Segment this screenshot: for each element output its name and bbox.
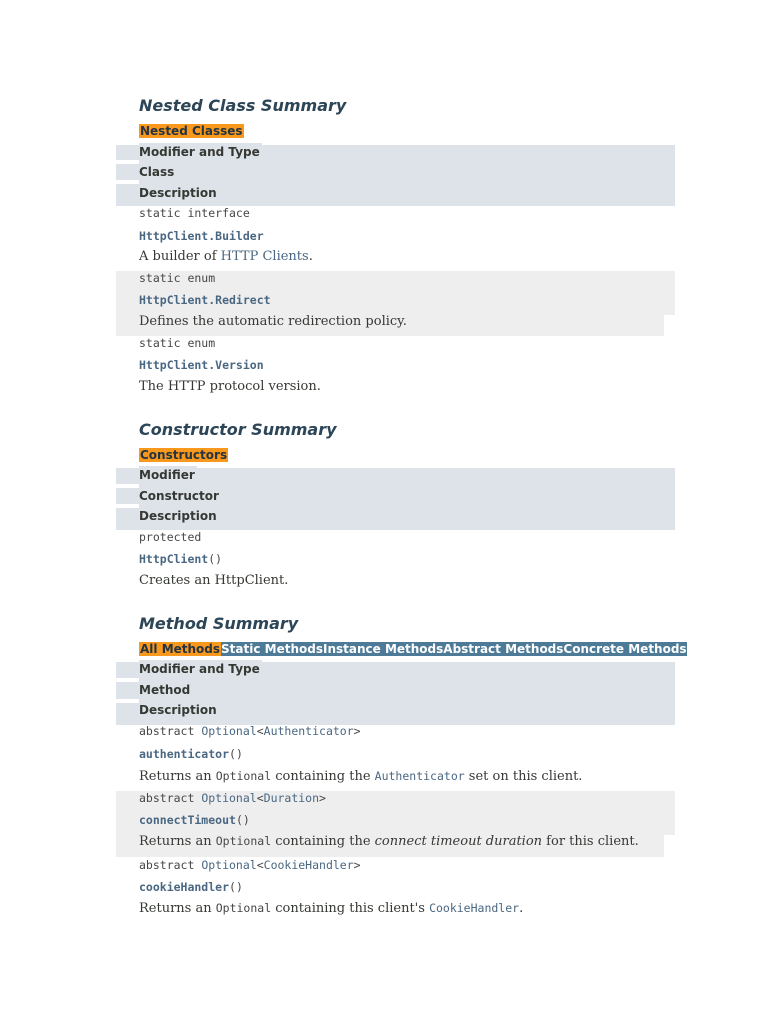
modifier: abstract — [139, 858, 202, 872]
optional-type-link[interactable]: Optional — [201, 858, 257, 872]
code-optional: Optional — [215, 769, 272, 783]
params: () — [235, 813, 250, 827]
code-optional: Optional — [215, 834, 272, 848]
optional-type-link[interactable]: Optional — [201, 724, 257, 738]
params: () — [229, 747, 243, 761]
method-row-signature — [139, 811, 250, 829]
constructor-row-signature — [139, 550, 222, 568]
generic-open: < — [256, 791, 264, 805]
desc-text: A builder of — [139, 249, 221, 264]
class-link-httpclient-redirect[interactable]: HttpClient.Redirect — [139, 293, 271, 307]
params: () — [229, 880, 243, 894]
desc-text: set on this client. — [464, 769, 583, 784]
tab-abstract-methods[interactable]: Abstract Methods — [443, 642, 564, 656]
method-row-return-type — [139, 856, 361, 874]
column-header-modifier: Modifier — [139, 468, 195, 482]
constructors-tab[interactable]: Constructors — [140, 448, 228, 462]
method-link-connecttimeout[interactable]: connectTimeout — [139, 813, 236, 827]
desc-text: for this client. — [542, 834, 639, 849]
method-link-cookiehandler[interactable]: cookieHandler — [139, 880, 230, 894]
nested-row-modifier: static enum — [139, 271, 216, 285]
http-clients-link[interactable]: HTTP Clients — [220, 249, 309, 264]
nested-row-class-link[interactable] — [139, 227, 264, 245]
nested-classes-caption — [139, 123, 244, 139]
duration-type-link[interactable]: Duration — [263, 791, 320, 805]
nested-row-modifier: static interface — [139, 206, 250, 220]
desc-text: containing this client's — [271, 901, 430, 916]
class-link-httpclient-builder[interactable]: HttpClient.Builder — [139, 229, 264, 243]
column-header-description: Description — [139, 509, 217, 523]
desc-text: Returns an — [139, 834, 216, 849]
constructor-link-httpclient[interactable]: HttpClient — [139, 552, 209, 566]
column-header-description: Description — [139, 186, 217, 200]
nested-row-description: The HTTP protocol version. — [139, 379, 321, 394]
method-row-signature — [139, 878, 243, 896]
generic-close: > — [353, 724, 361, 738]
method-summary-heading: Method Summary — [139, 614, 299, 633]
column-header-class: Class — [139, 165, 175, 179]
generic-open: < — [256, 724, 264, 738]
nested-row-class-link[interactable] — [139, 291, 271, 309]
method-tabs — [139, 641, 687, 657]
desc-text: . — [519, 901, 524, 916]
column-header-modifier-and-type: Modifier and Type — [139, 145, 260, 159]
generic-close: > — [353, 858, 361, 872]
method-row-description — [139, 831, 639, 851]
tab-concrete-methods[interactable]: Concrete Methods — [563, 642, 687, 656]
cookiehandler-code-link[interactable]: CookieHandler — [429, 901, 520, 915]
optional-type-link[interactable]: Optional — [201, 791, 257, 805]
tab-instance-methods[interactable]: Instance Methods — [322, 642, 444, 656]
params: () — [208, 552, 223, 566]
header-notch — [116, 699, 139, 703]
header-notch — [116, 678, 139, 682]
nested-classes-tab[interactable]: Nested Classes — [140, 124, 243, 138]
nested-row-description: Defines the automatic redirection policy. — [139, 314, 407, 329]
modifier: abstract — [139, 724, 202, 738]
tab-static-methods[interactable]: Static Methods — [221, 642, 323, 656]
desc-text: Returns an — [139, 769, 216, 784]
nested-class-summary-heading: Nested Class Summary — [139, 96, 347, 115]
cookiehandler-type-link[interactable]: CookieHandler — [263, 858, 354, 872]
method-row-signature — [139, 745, 243, 763]
column-header-modifier-and-type: Modifier and Type — [139, 662, 260, 676]
desc-text: . — [308, 249, 313, 264]
tab-all-methods[interactable]: All Methods — [140, 642, 221, 656]
constructors-caption — [139, 447, 228, 463]
code-optional: Optional — [215, 901, 272, 915]
class-link-httpclient-version[interactable]: HttpClient.Version — [139, 358, 264, 372]
nested-row-class-link[interactable] — [139, 356, 264, 374]
header-notch — [116, 484, 139, 488]
authenticator-type-link[interactable]: Authenticator — [263, 724, 354, 738]
method-row-description — [139, 898, 523, 918]
method-row-return-type — [139, 789, 326, 807]
nested-row-modifier: static enum — [139, 336, 216, 350]
header-notch — [116, 504, 139, 508]
authenticator-code-link[interactable]: Authenticator — [374, 769, 465, 783]
constructor-summary-heading: Constructor Summary — [139, 420, 337, 439]
desc-text: containing the — [271, 834, 375, 849]
constructor-row-description: Creates an HttpClient. — [139, 573, 289, 588]
generic-close: > — [319, 791, 326, 805]
column-header-description: Description — [139, 703, 217, 717]
column-header-constructor: Constructor — [139, 489, 219, 503]
method-link-authenticator[interactable]: authenticator — [139, 747, 230, 761]
nested-row-description — [139, 247, 313, 267]
desc-emphasis: connect timeout duration — [374, 834, 543, 849]
column-header-method: Method — [139, 683, 191, 697]
modifier: abstract — [139, 791, 202, 805]
desc-text: containing the — [271, 769, 375, 784]
header-notch — [116, 160, 139, 164]
generic-open: < — [256, 858, 264, 872]
desc-text: Returns an — [139, 901, 216, 916]
constructor-row-modifier: protected — [139, 530, 202, 544]
method-row-return-type — [139, 722, 361, 740]
header-notch — [116, 180, 139, 184]
method-row-description — [139, 766, 582, 786]
